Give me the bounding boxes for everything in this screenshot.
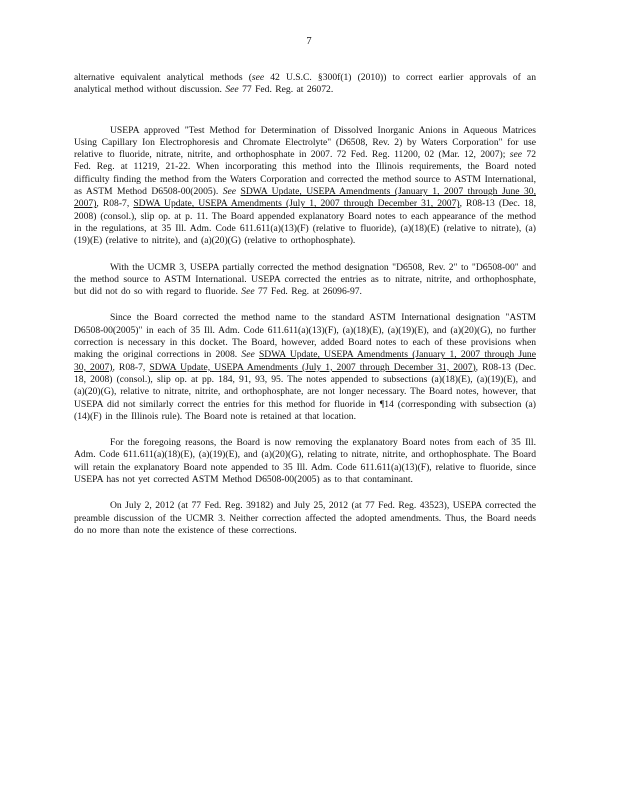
citation-signal: See [225,84,239,96]
paragraph-text: 42 U.S.C. §300f(1) (2010)) to correct earlier approvals of an analytical method without discussion. [74,72,536,96]
paragraph [74,437,536,486]
paragraph-text: USEPA approved "Test Method for Determination of Dissolved Inorganic Anions in Aqueous Matrices Using Capillary Ion Electrophoresis and Chromate Electrolyte" (D6508, Rev. 2) by Waters Corporation" for use relative to fluoride, nitrate, nitrite, and orthophosphate in 2007. 72 Fed. Reg. 11200, 02 (Mar. 12, 2007); [74,124,536,161]
paragraph [74,72,536,97]
paragraph-text: 72 Fed. Reg. at 11219, 21-22. When incorporating this method into the Illinois requirements, the Board noted difficulty finding the method from the Waters Corporation and corrected the method source to ASTM International, as ASTM Method D6508-00(2005). [74,149,536,198]
paragraph-text: alternative equivalent analytical methods ( [74,72,252,83]
citation-signal: See [241,349,255,361]
case-citation: SDWA Update, USEPA Amendments (January 1, 2007 through June 30, 2007) [74,349,536,373]
paragraph-text: 77 Fed. Reg. at 26096-97. [254,286,362,298]
paragraph-text: , R08-7, [96,198,134,210]
paragraph-text: Since the Board corrected the method name to the standard ASTM International designation "ASTM D6508-00(2005)" in each of 35 Ill. Adm. Code 611.611(a)(13)(F), (a)(18)(E), (a)(19)(E), and (a)(20)(G), no further correction is necessary in this docket. The Board, however, added Board notes to each of these provisions when making the original corrections in 2008. [74,312,536,361]
citation-signal: see [251,72,265,83]
paragraph [74,312,536,423]
citation-signal: See [241,286,255,298]
case-citation: SDWA Update, USEPA Amendments (July 1, 2007 through December 31, 2007) [149,361,476,373]
paragraph [74,500,536,537]
paragraph-text: , R08-13 (Dec. 18, 2008) (consol.), slip op. at p. 11. The Board appended explanatory Board notes to each appearance of the method in the regulations, at 35 Ill. Adm. Code 611.611(a)(13)(F) (relative to fluoride), (a)(18)(E) (relative to nitrate), (a)(19)(E) (relative to nitrite), and (a)(20)(G) (relative to orthophosphate). [74,198,536,247]
paragraph [74,125,536,248]
case-citation: SDWA Update, USEPA Amendments (July 1, 2007 through December 31, 2007) [133,198,460,210]
citation-signal: See [222,186,237,198]
paragraph-text: For the foregoing reasons, the Board is now removing the explanatory Board notes from each of 35 Ill. Adm. Code 611.611(a)(18)(E), (a)(19)(E), and (a)(20)(G), relating to nitrate, nitrite, and orthophosphate. The Board will retain the explanatory Board note appended to 35 Ill. Adm. Code 611.611(a)(13)(F), relative to fluoride, since USEPA has not yet corrected ASTM Method D6508-00(2005) as to that contaminant. [74,437,536,486]
paragraph-text: 77 Fed. Reg. at 26072. [238,84,334,96]
citation-signal: see [509,149,523,161]
paragraph-text: , R08-7, [112,361,150,373]
paragraph [74,262,536,299]
body-text [74,72,536,551]
paragraph-text: , R08-13 (Dec. 18, 2008) (consol.), slip op. at pp. 184, 91, 93, 95. The notes appended to subsections (a)(18)(E), (a)(19)(E), and (a)(20)(G), relative to nitrate, nitrite, and orthophosphate, are not longer necessary. The Board notes, however, that USEPA did not similarly correct the entries for this method for fluoride in ¶14 (corresponding with subsection (a)(14)(F) in the Illinois rule). The Board note is retained at that location. [74,361,536,422]
paragraph-text: On July 2, 2012 (at 77 Fed. Reg. 39182) and July 25, 2012 (at 77 Fed. Reg. 43523), USEPA corrected the preamble discussion of the UCMR 3. Neither correction affected the adopted amendments. Thus, the Board needs do no more than note the existence of these corrections. [74,500,536,536]
case-citation: SDWA Update, USEPA Amendments (January 1, 2007 through June 30, 2007) [74,186,536,210]
paragraph-text: With the UCMR 3, USEPA partially corrected the method designation "D6508, Rev. 2" to "D6508-00" and the method source to ASTM International. USEPA corrected the entries as to nitrate, nitrite, and orthophosphate, but did not do so with regard to fluoride. [74,261,536,298]
page-number: 7 [306,36,312,47]
